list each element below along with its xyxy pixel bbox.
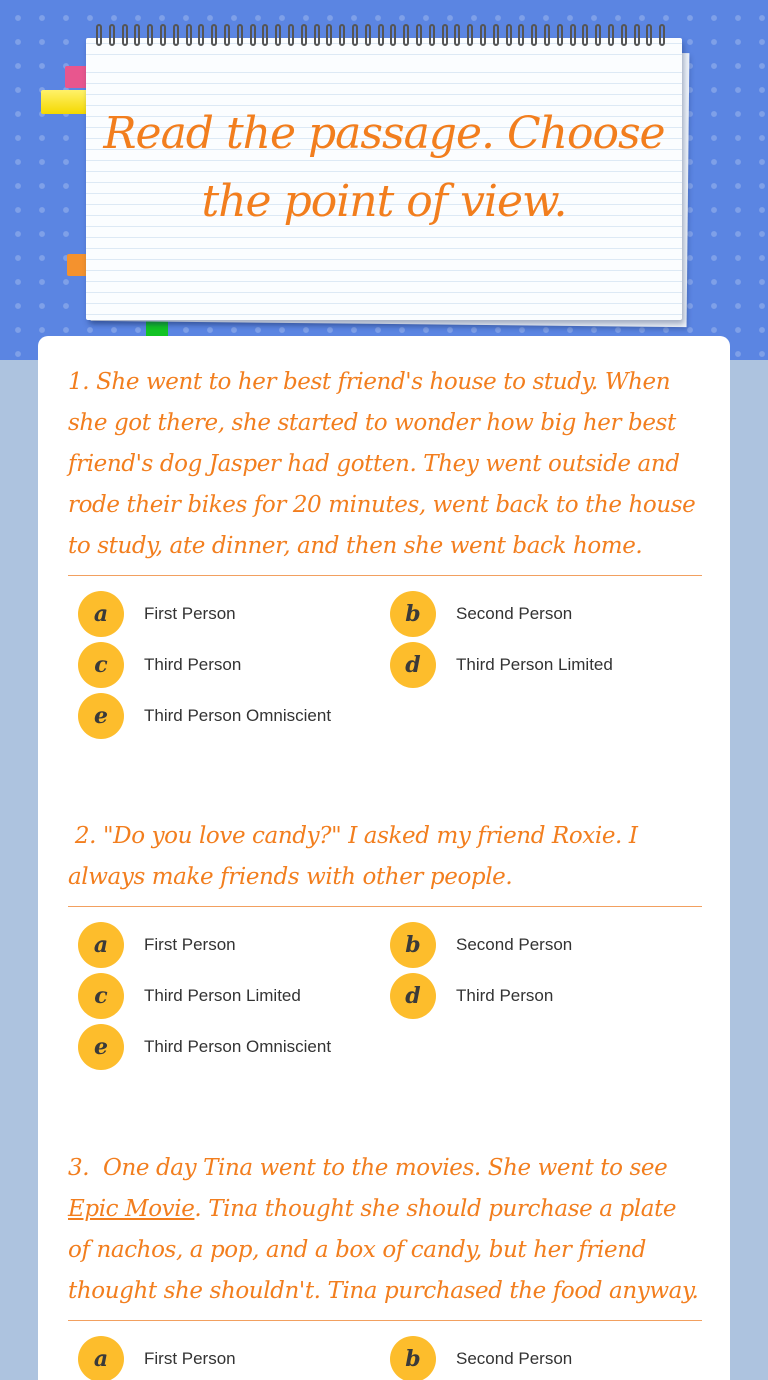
option-label: First Person [144, 1349, 236, 1368]
question-1-options [68, 590, 702, 740]
option-letter-badge: c [78, 642, 124, 688]
question-2 [68, 816, 702, 1071]
option-label: Third Person Omniscient [144, 1037, 332, 1056]
spiral-ring [250, 24, 256, 46]
spiral-ring [237, 24, 243, 46]
option-label: First Person [144, 935, 236, 954]
spiral-ring [454, 24, 460, 46]
option-letter-badge: a [78, 591, 124, 637]
spiral-ring [262, 24, 268, 46]
option-label: Third Person Limited [456, 655, 613, 674]
title-line-1: Read the passage. Choose [103, 108, 665, 159]
spiral-ring [275, 24, 281, 46]
option-b[interactable] [380, 1335, 680, 1380]
spiral-ring [147, 24, 153, 46]
option-letter-badge: b [390, 1336, 436, 1380]
spiral-ring [109, 24, 115, 46]
passage-text: . Tina thought she should purchase a plate of nachos, a pop, and a box of candy, but her friend thought she shouldn't. Tina purchased the food anyway. [68, 1196, 699, 1304]
option-label: Third Person Limited [144, 986, 301, 1005]
spiral-ring [390, 24, 396, 46]
option-label: Third Person [144, 655, 242, 674]
passage-text: She went to her best friend's house to study. When she got there, she started to wonder how big her best friend's dog Jasper had gotten. They went outside and rode their bikes for 20 minutes, went back to the house to study, ate dinner, and then she went back home. [68, 369, 696, 559]
movie-title: Epic Movie [68, 1196, 195, 1222]
spiral-ring [339, 24, 345, 46]
spiral-ring [531, 24, 537, 46]
question-1-text [68, 362, 702, 576]
option-label: Third Person [456, 986, 554, 1005]
spiral-ring [506, 24, 512, 46]
spiral-binding [96, 24, 672, 52]
passage-text: One day Tina went to the movies. She went to see [102, 1155, 668, 1181]
spiral-ring [314, 24, 320, 46]
spiral-ring [493, 24, 499, 46]
option-label: Second Person [456, 604, 573, 623]
spiral-ring [442, 24, 448, 46]
spiral-ring [518, 24, 524, 46]
spiral-ring [595, 24, 601, 46]
spiral-ring [403, 24, 409, 46]
question-number: 1. [68, 369, 90, 395]
question-2-options [68, 921, 702, 1071]
option-a[interactable] [68, 590, 368, 638]
spiral-ring [288, 24, 294, 46]
spiral-ring [557, 24, 563, 46]
spiral-ring [621, 24, 627, 46]
option-b[interactable] [380, 921, 680, 969]
option-d[interactable] [380, 972, 680, 1020]
question-3 [68, 1148, 702, 1380]
option-b[interactable] [380, 590, 680, 638]
spiral-ring [211, 24, 217, 46]
spiral-ring [352, 24, 358, 46]
spiral-ring [378, 24, 384, 46]
spiral-ring [186, 24, 192, 46]
spiral-ring [173, 24, 179, 46]
spiral-ring [570, 24, 576, 46]
option-c[interactable] [68, 972, 368, 1020]
option-letter-badge: a [78, 1336, 124, 1380]
spiral-ring [659, 24, 665, 46]
option-a[interactable] [68, 921, 368, 969]
question-3-options [68, 1335, 702, 1380]
spiral-ring [582, 24, 588, 46]
option-letter-badge: b [390, 922, 436, 968]
spiral-ring [608, 24, 614, 46]
passage-text: "Do you love candy?" I asked my friend Roxie. I always make friends with other people. [68, 823, 638, 890]
title-line-2: the point of view. [201, 176, 567, 227]
spiral-ring [96, 24, 102, 46]
spiral-ring [301, 24, 307, 46]
question-2-text [68, 816, 702, 907]
spiral-ring [365, 24, 371, 46]
spiral-ring [134, 24, 140, 46]
option-label: Third Person Omniscient [144, 706, 332, 725]
question-number: 3. [68, 1155, 90, 1181]
option-c[interactable] [68, 641, 368, 689]
option-d[interactable] [380, 641, 680, 689]
yellow-tab [41, 90, 91, 114]
question-3-text [68, 1148, 702, 1321]
spiral-ring [634, 24, 640, 46]
option-letter-badge: e [78, 1024, 124, 1070]
spiral-ring [198, 24, 204, 46]
spiral-ring [646, 24, 652, 46]
spiral-ring [544, 24, 550, 46]
option-label: Second Person [456, 935, 573, 954]
spiral-ring [224, 24, 230, 46]
spiral-ring [467, 24, 473, 46]
option-letter-badge: d [390, 973, 436, 1019]
option-a[interactable] [68, 1335, 368, 1380]
spiral-ring [480, 24, 486, 46]
worksheet-card [38, 336, 730, 1380]
option-label: First Person [144, 604, 236, 623]
page-title [86, 100, 682, 236]
question-1 [68, 362, 702, 740]
option-letter-badge: d [390, 642, 436, 688]
question-number: 2. [74, 823, 97, 849]
option-letter-badge: e [78, 693, 124, 739]
option-letter-badge: a [78, 922, 124, 968]
spiral-ring [416, 24, 422, 46]
option-e[interactable] [68, 1023, 368, 1071]
spiral-ring [122, 24, 128, 46]
spiral-ring [429, 24, 435, 46]
spiral-ring [160, 24, 166, 46]
spiral-ring [326, 24, 332, 46]
option-letter-badge: b [390, 591, 436, 637]
option-label: Second Person [456, 1349, 573, 1368]
option-e[interactable] [68, 692, 368, 740]
option-letter-badge: c [78, 973, 124, 1019]
